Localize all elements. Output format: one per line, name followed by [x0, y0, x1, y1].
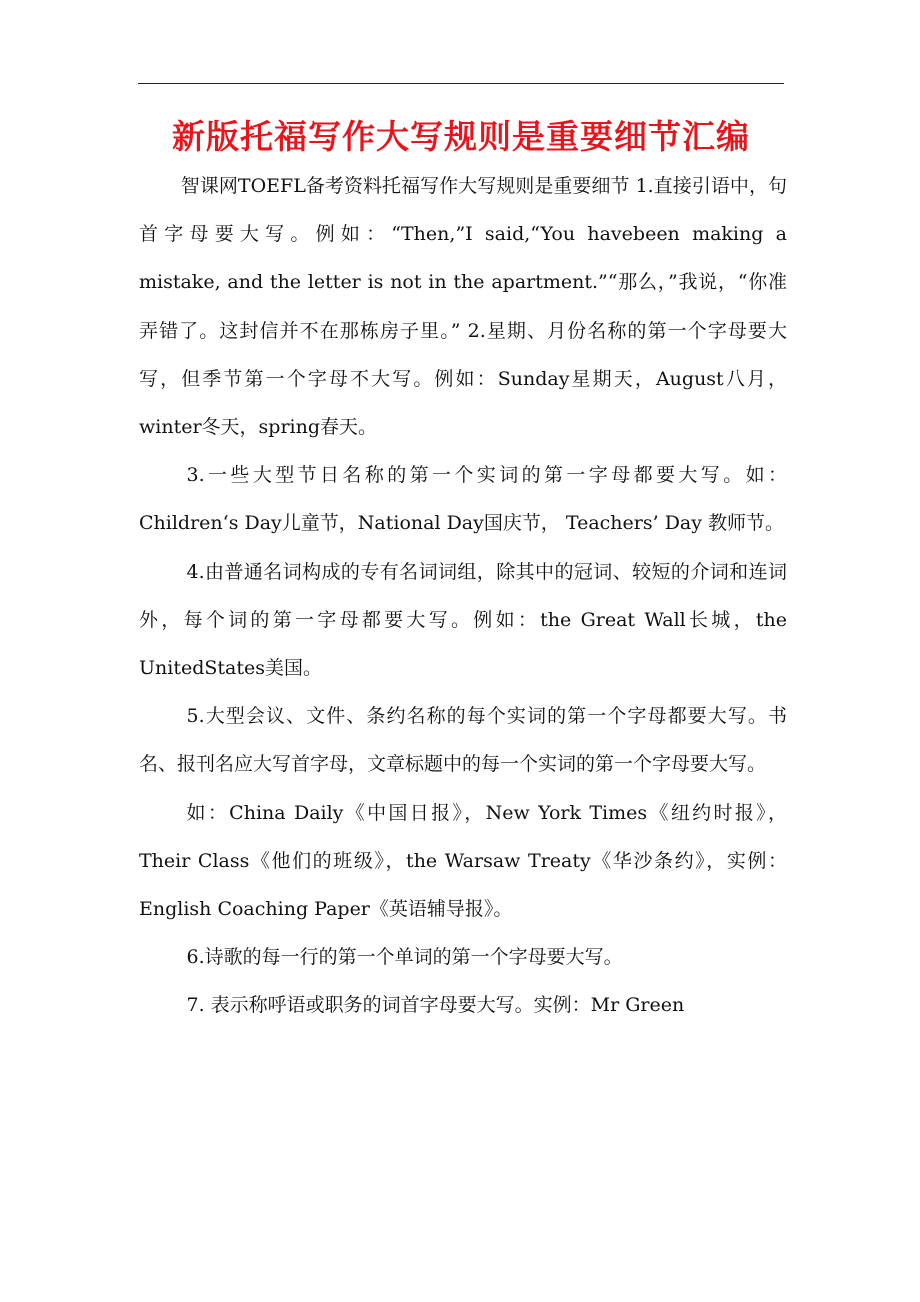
paragraph-4: 4.由普通名词构成的专有名词词组，除其中的冠词、较短的介词和连词外，每个词的第一字母都要大写。例如：the Great Wall长城，the UnitedStates美国。 — [139, 560, 787, 680]
paragraph-7: 7. 表示称呼语或职务的词首字母要大写。实例：Mr Green — [186, 994, 685, 1017]
intro-paragraph: 智课网TOEFL备考资料托福写作大写规则是重要细节 1.直接引语中，句首字母要大写。例如：“Then,”I said,“You havebeen making a mistake, and the letter is not in the apartment.”“那么，”我说，“你准弄错了。这封信并不在那栋房子里。” 2.星期、月份名称的第一个字母要大写，但季节第一个字母不大写。例如：Sunday星期天，August八月，winter冬天，spring春天。 — [139, 175, 787, 439]
paragraph-6: 6.诗歌的每一行的第一个单词的第一个字母要大写。 — [186, 946, 623, 969]
header-rule — [138, 83, 784, 84]
paragraph-3: 3.一些大型节日名称的第一个实词的第一字母都要大写。如：Children‘s Day儿童节，National Day国庆节， Teachers’ Day 教师节。 — [139, 464, 787, 535]
paragraph-5: 5.大型会议、文件、条约名称的每个实词的第一个字母都要大写。书名、报刊名应大写首字母，文章标题中的每一个实词的第一个字母要大写。 — [139, 705, 787, 776]
document-title: 新版托福写作大写规则是重要细节汇编 — [172, 117, 750, 156]
document-body — [139, 162, 787, 1030]
paragraph-examples: 如：China Daily《中国日报》，New York Times《纽约时报》，Their Class《他们的班级》，the Warsaw Treaty《华沙条约》，实例：English Coaching Paper《英语辅导报》。 — [139, 801, 787, 921]
